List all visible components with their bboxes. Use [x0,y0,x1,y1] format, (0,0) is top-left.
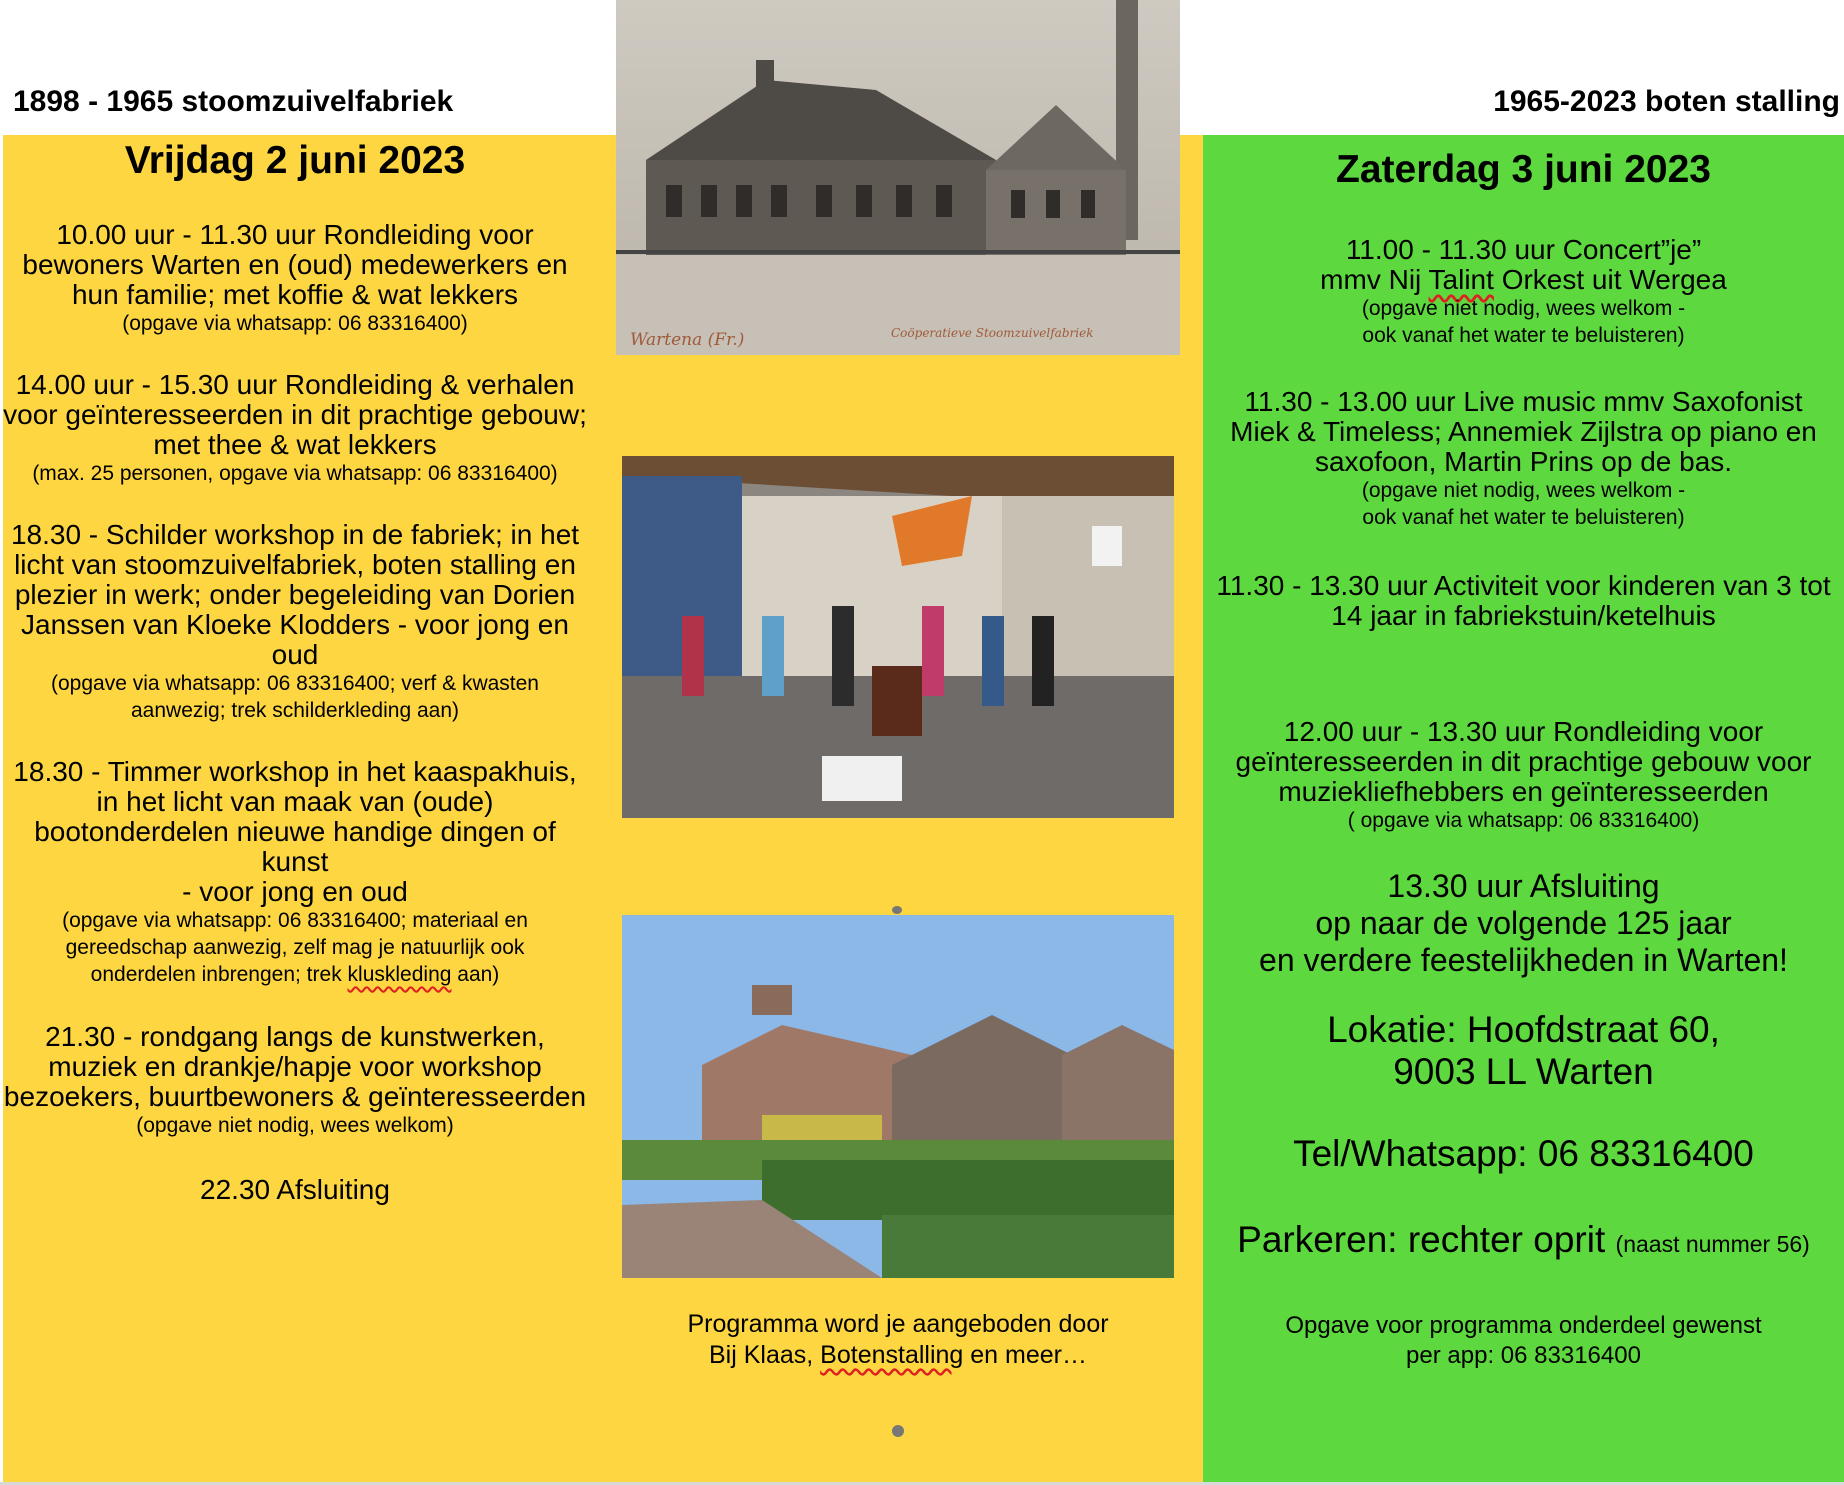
phone-number: Tel/Whatsapp: 06 83316400 [1293,1133,1754,1174]
event-line: - voor jong en oud [182,876,408,907]
sponsor-text-part: Bij Klaas, [709,1341,821,1369]
saturday-program [1203,135,1844,1371]
friday-event-4 [3,757,587,988]
location-line: Lokatie: Hoofdstraat 60, [1327,1009,1720,1050]
event-line: Janssen van Kloeke Klodders - voor jong en [21,609,569,640]
friday-closing: 22.30 Afsluiting [200,1174,390,1205]
signup-info [1203,1311,1844,1371]
closing-line: en verdere feestelijkheden in Warten! [1259,942,1788,978]
event-line: bewoners Warten en (oud) medewerkers en [22,249,568,280]
sponsor-text [622,1309,1174,1371]
friday-title: Vrijdag 2 juni 2023 [124,139,466,182]
closing-line: op naar de volgende 125 jaar [1315,905,1732,941]
photo-caption-left: Wartena (Fr.) [630,330,745,350]
event-line: muziek en drankje/hapje voor workshop [48,1051,542,1082]
event-note: ook vanaf het water te beluisteren) [1362,324,1685,347]
event-note [3,961,587,988]
event-line: plezier in werk; onder begeleiding van Dorien [14,579,576,610]
event-note: (opgave niet nodig, wees welkom - [1361,297,1686,320]
note-text: onderdelen inbrengen; trek [90,963,348,986]
friday-event-2 [3,370,587,487]
event-text: Orkest uit Wergea [1493,264,1727,295]
header-history-right: 1965-2023 boten stalling [1493,85,1840,118]
event-line: saxofoon, Martin Prins op de bas. [1314,446,1733,477]
location-line: 9003 LL Warten [1393,1051,1654,1092]
event-note: (opgave via whatsapp: 06 83316400) [122,312,468,335]
event-line: kunst [261,846,329,877]
event-line: hun familie; met koffie & wat lekkers [71,279,519,310]
photo-caption-right: Coöperatieve Stoomzuivelfabriek [891,326,1094,340]
event-line: 21.30 - rondgang langs de kunstwerken, [45,1021,545,1052]
friday-event-1 [3,220,587,337]
event-note: (max. 25 personen, opgave via whatsapp: 06 83316400) [32,462,558,485]
header-history-left: 1898 - 1965 stoomzuivelfabriek [13,85,454,118]
sponsor-line [622,1340,1174,1371]
page-dot [892,1425,904,1437]
friday-program [3,135,587,1205]
location [1203,1009,1844,1093]
event-line: 11.30 - 13.00 uur Live music mmv Saxofonist [1244,386,1803,417]
event-note: (opgave niet nodig, wees welkom) [136,1114,454,1137]
event-line: 10.00 uur - 11.30 uur Rondleiding voor [56,219,534,250]
divider-dot [892,906,902,914]
signup-line: per app: 06 83316400 [1406,1342,1641,1369]
event-line: in het licht van maak van (oude) [96,786,494,817]
saturday-title: Zaterdag 3 juni 2023 [1336,148,1711,191]
event-line: oud [271,639,319,670]
event-note: (opgave niet nodig, wees welkom - [1361,479,1686,502]
event-line [1203,265,1844,295]
friday-event-5 [3,1022,587,1139]
event-line: muziekliefhebbers en geïnteresseerden [1278,776,1769,807]
event-line: 18.30 - Schilder workshop in de fabriek; in het [10,519,580,550]
parking-main: Parkeren: rechter oprit [1237,1219,1606,1260]
event-note: aanwezig; trek schilderkleding aan) [130,699,459,722]
spellcheck-word: kluskleding [347,963,452,986]
friday-event-3 [3,520,587,724]
event-note: ( opgave via whatsapp: 06 83316400) [1347,809,1700,832]
event-line: met thee & wat lekkers [153,429,437,460]
saturday-event-3 [1203,571,1844,631]
event-line: 18.30 - Timmer workshop in het kaaspakhuis, [13,756,577,787]
event-note: ook vanaf het water te beluisteren) [1362,506,1685,529]
spellcheck-word: Talint [1428,264,1494,295]
event-line: 11.00 - 11.30 uur Concert”je” [1345,234,1702,265]
event-line: licht van stoomzuivelfabriek, boten stalling en [14,549,576,580]
signup-line: Opgave voor programma onderdeel gewenst [1285,1312,1762,1339]
closing-line: 13.30 uur Afsluiting [1387,868,1660,904]
event-line: 14.00 uur - 15.30 uur Rondleiding & verhalen [15,369,575,400]
note-text: aan) [451,963,500,986]
event-line: 14 jaar in fabriekstuin/ketelhuis [1331,600,1716,631]
event-text: mmv Nij [1320,264,1429,295]
event-line: 11.30 - 13.30 uur Activiteit voor kinderen van 3 tot [1216,570,1831,601]
painting-workshop-photo [622,456,1174,818]
parking-info [1203,1219,1844,1265]
event-line: Miek & Timeless; Annemiek Zijlstra op piano en [1230,416,1817,447]
event-note: (opgave via whatsapp: 06 83316400; materiaal en [62,909,528,932]
sponsor-line: Programma word je aangeboden door [687,1310,1109,1338]
sponsor-text-part: en meer… [963,1341,1087,1369]
event-line: bootonderdelen nieuwe handige dingen of [34,816,556,847]
historic-factory-photo [616,0,1180,355]
event-line: voor geïnteresseerden in dit prachtige gebouw; [3,399,587,430]
saturday-event-4 [1203,717,1844,834]
event-line: bezoekers, buurtbewoners & geïnteresseerden [3,1081,587,1112]
event-line: geïnteresseerden in dit prachtige gebouw voor [1235,746,1812,777]
event-note: gereedschap aanwezig, zelf mag je natuurlijk ook [65,936,525,959]
parking-note: (naast nummer 56) [1615,1231,1810,1257]
saturday-event-2 [1203,387,1844,531]
current-building-photo [622,915,1174,1278]
saturday-event-1 [1203,235,1844,349]
saturday-closing [1203,868,1844,979]
event-line: 12.00 uur - 13.30 uur Rondleiding voor [1283,716,1764,747]
spellcheck-word: Botenstalling [820,1341,964,1369]
event-note: (opgave via whatsapp: 06 83316400; verf & kwasten [51,672,539,695]
